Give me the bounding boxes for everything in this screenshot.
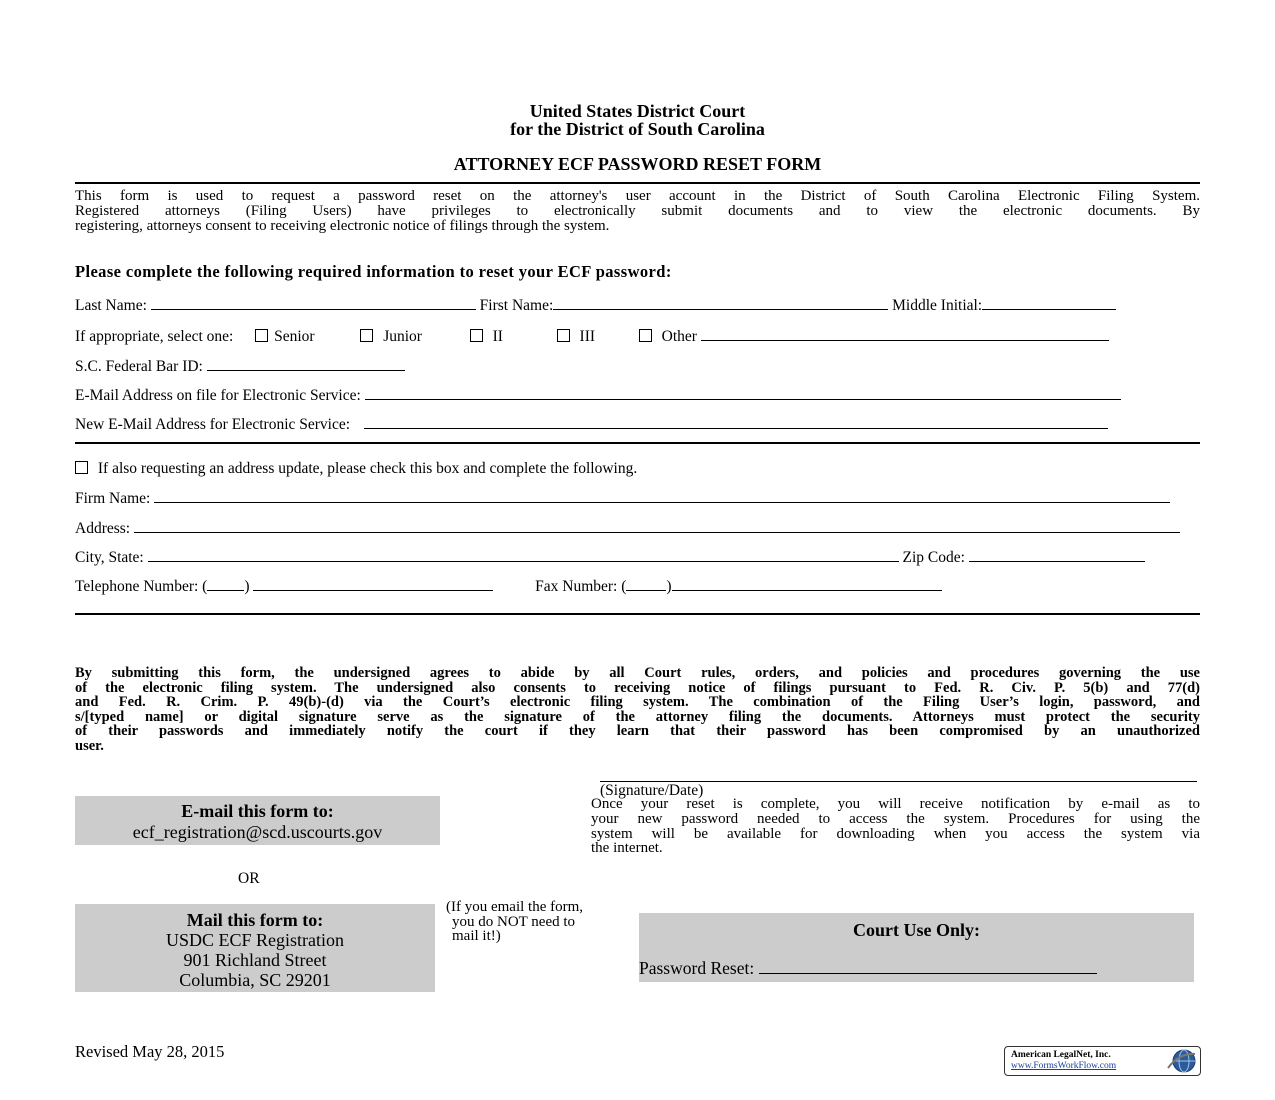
first-name-label: First Name: — [479, 297, 554, 314]
fax-field[interactable] — [672, 577, 942, 591]
email-on-file-row — [75, 386, 1200, 405]
phone-fax-row — [75, 577, 1200, 596]
password-reset-label: Password Reset: — [639, 958, 755, 978]
checkbox-icon[interactable] — [639, 329, 652, 342]
checkbox-icon[interactable] — [255, 329, 268, 342]
suffix-row — [75, 327, 1200, 346]
reset-notice-line: your new password needed to access the system. Procedures for using the — [591, 810, 1200, 827]
checkbox-icon[interactable] — [470, 329, 483, 342]
header-rule — [75, 182, 1200, 184]
city-state-row — [75, 548, 1200, 567]
intro-line: registering, attorneys consent to receiving electronic notice of filings through the system. — [75, 218, 610, 234]
checkbox-icon[interactable] — [557, 329, 570, 342]
mail-note-line: (If you email the form, — [446, 899, 584, 915]
checkbox-icon[interactable] — [360, 329, 373, 342]
email-box — [75, 796, 440, 845]
new-email-row — [75, 415, 1200, 434]
last-name-label: Last Name: — [75, 297, 147, 314]
form-title: ATTORNEY ECF PASSWORD RESET FORM — [453, 154, 822, 174]
mail-note-line: mail it!) — [452, 928, 501, 944]
mail-box-line: Columbia, SC 29201 — [179, 970, 331, 990]
americanlegalnet-logo[interactable] — [1004, 1046, 1201, 1076]
suffix-junior[interactable]: Junior — [360, 328, 422, 345]
signature-label: (Signature/Date) — [600, 782, 704, 799]
telephone-label: Telephone Number: ( — [75, 578, 208, 595]
email-box-heading: E-mail this form to: — [181, 801, 334, 821]
intro-paragraph — [75, 189, 1200, 234]
zip-code-label: Zip Code: — [902, 549, 965, 566]
intro-line: This form is used to request a password reset on the attorney's user account in the District of South Carolina Electronic Filing System. — [75, 188, 1200, 204]
last-name-field[interactable] — [151, 296, 476, 310]
middle-initial-field[interactable] — [982, 296, 1116, 310]
address-row — [75, 519, 1200, 538]
mail-box-line: 901 Richland Street — [183, 950, 327, 970]
new-email-field[interactable] — [364, 415, 1108, 429]
telephone-area-code-field[interactable] — [207, 577, 244, 591]
middle-initial-label: Middle Initial: — [892, 297, 983, 314]
revised-date: Revised May 28, 2015 — [75, 1042, 225, 1061]
logo-url[interactable]: www.FormsWorkFlow.com — [1011, 1061, 1117, 1071]
city-state-label: City, State: — [75, 549, 144, 566]
intro-line: Registered attorneys (Filing Users) have privileges to electronically submit documents and to view the electronic documents. By — [75, 203, 1200, 219]
or-text: OR — [238, 870, 260, 887]
agreement-line: user. — [75, 737, 104, 754]
suffix-senior[interactable]: Senior — [255, 328, 314, 345]
mail-box — [75, 904, 435, 992]
suffix-prompt: If appropriate, select one: — [75, 328, 234, 345]
name-row — [75, 296, 1200, 315]
agreement-line: s/[typed name] or digital signature serve as the signature of the attorney filing the documents. Attorneys must protect the security — [75, 708, 1200, 725]
address-update-checkbox[interactable] — [75, 461, 88, 474]
telephone-close: ) — [244, 578, 250, 595]
new-email-label: New E-Mail Address for Electronic Service: — [75, 416, 351, 433]
required-heading: Please complete the following required information to reset your ECF password: — [75, 262, 672, 281]
telephone-field[interactable] — [253, 577, 493, 591]
password-reset-row — [639, 958, 1194, 979]
reset-notice-line: the internet. — [591, 840, 663, 857]
suffix-iii[interactable]: III — [557, 328, 595, 345]
email-on-file-label: E-Mail Address on file for Electronic Service: — [75, 387, 361, 404]
court-use-box — [639, 913, 1194, 982]
city-state-field[interactable] — [148, 548, 899, 562]
agreement-line: of their passwords and immediately notify the court if they learn that their password has been compromised by an unauthorized — [75, 723, 1200, 740]
section-rule — [75, 613, 1200, 615]
mail-box-heading: Mail this form to: — [186, 910, 324, 930]
mail-note-line: you do NOT need to — [452, 913, 576, 930]
firm-name-label: Firm Name: — [75, 490, 151, 507]
bar-id-label: S.C. Federal Bar ID: — [75, 358, 203, 375]
fax-close: ) — [666, 578, 672, 595]
suffix-other[interactable]: Other — [639, 328, 697, 345]
fax-area-code-field[interactable] — [626, 577, 666, 591]
password-reset-field[interactable] — [759, 960, 1097, 974]
district-name: for the District of South Carolina — [510, 119, 765, 139]
mail-note — [446, 900, 583, 944]
reset-notice-line: Once your reset is complete, you will receive notification by e-mail as to — [591, 796, 1200, 812]
email-box-address[interactable]: ecf_registration@scd.uscourts.gov — [132, 822, 383, 842]
address-update-row — [75, 460, 1200, 478]
suffix-other-field[interactable] — [701, 327, 1109, 341]
agreement-line: and Fed. R. Crim. P. 49(b)-(d) via the Court’s electronic filing system. The combination of the Filing User’s login, password, and — [75, 694, 1200, 711]
email-on-file-field[interactable] — [365, 386, 1121, 400]
court-use-heading: Court Use Only: — [853, 920, 980, 940]
firm-name-row — [75, 489, 1200, 508]
agreement-line: By submitting this form, the undersigned agrees to abide by all Court rules, orders, and policies and procedures governing the use — [75, 665, 1200, 681]
bar-id-field[interactable] — [207, 357, 405, 371]
court-name: United States District Court — [529, 101, 746, 121]
address-update-label: If also requesting an address update, please check this box and complete the following. — [97, 460, 638, 477]
reset-notice — [591, 797, 1200, 856]
suffix-ii[interactable]: II — [470, 328, 503, 345]
bar-id-row — [75, 357, 1200, 376]
agreement-paragraph — [75, 666, 1200, 754]
agreement-line: of the electronic filing system. The undersigned also consents to receiving notice of filings pursuant to Fed. R. Civ. P. 5(b) and 77(d) — [75, 679, 1200, 696]
zip-code-field[interactable] — [969, 548, 1145, 562]
fax-label: Fax Number: ( — [535, 578, 627, 595]
section-rule — [75, 442, 1200, 444]
globe-icon — [1165, 1048, 1197, 1074]
mail-box-line: USDC ECF Registration — [165, 930, 344, 950]
firm-name-field[interactable] — [154, 489, 1170, 503]
first-name-field[interactable] — [553, 296, 888, 310]
address-field[interactable] — [134, 519, 1180, 533]
address-label: Address: — [75, 520, 131, 537]
reset-notice-line: system will be available for downloading when you access the system via — [591, 825, 1200, 842]
logo-name: American LegalNet, Inc. — [1011, 1050, 1111, 1060]
